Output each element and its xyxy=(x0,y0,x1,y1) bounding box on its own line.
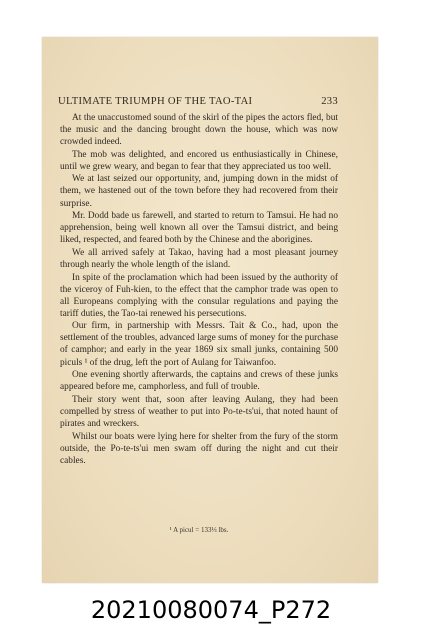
footnote: ¹ A picul = 133⅓ lbs. xyxy=(169,526,229,534)
paragraph: Mr. Dodd bade us farewell, and started to return to Tamsui. He had no apprehension, being well known all over the Tamsui district, and being liked, respected, and feared both by the Chinese and the aborigines. xyxy=(60,211,338,246)
body-text xyxy=(60,112,338,467)
paragraph: One evening shortly afterwards, the captains and crews of these junks appeared before me, camphorless, and full of trouble. xyxy=(60,370,338,393)
paragraph: Their story went that, soon after leaving Aulang, they had been compelled by stress of weather to put into Po-te-ts'ui, that noted haunt of pirates and wreckers. xyxy=(60,394,338,429)
image-caption: 20210080074_P272 xyxy=(90,596,332,624)
running-header xyxy=(58,96,338,107)
paragraph: Whilst our boats were lying here for shelter from the fury of the storm outside, the Po-te-ts'ui men swam off during the night and cut their cables. xyxy=(60,431,338,466)
paragraph: We all arrived safely at Takao, having had a most pleasant journey through nearly the whole length of the island. xyxy=(60,247,338,270)
paragraph: Our firm, in partnership with Messrs. Tait & Co., had, upon the settlement of the troubles, advanced large sums of money for the purchase of camphor; and early in the year 1869 six small junks, containing 500 piculs ¹ of the drug, left the port of Aulang for Taiwanfoo. xyxy=(60,321,338,368)
paragraph: We at last seized our opportunity, and, jumping down in the midst of them, we hastened out of the town before they had recovered from their surprise. xyxy=(60,174,338,209)
running-head-title: ULTIMATE TRIUMPH OF THE TAO-TAI xyxy=(58,96,253,107)
page-number: 233 xyxy=(321,96,338,107)
paragraph: The mob was delighted, and encored us enthusiastically in Chinese, until we grew weary, and began to fear that they appreciated us too well. xyxy=(60,149,338,172)
paragraph: In spite of the proclamation which had been issued by the authority of the viceroy of Fuh-kien, to the effect that the camphor trade was open to all Europeans complying with the consular regulations and paying the tariff duties, the Tao-tai renewed his persecutions. xyxy=(60,272,338,319)
paragraph: At the unaccustomed sound of the skirl of the pipes the actors fled, but the music and the dancing brought down the house, which was now crowded indeed. xyxy=(60,113,338,148)
